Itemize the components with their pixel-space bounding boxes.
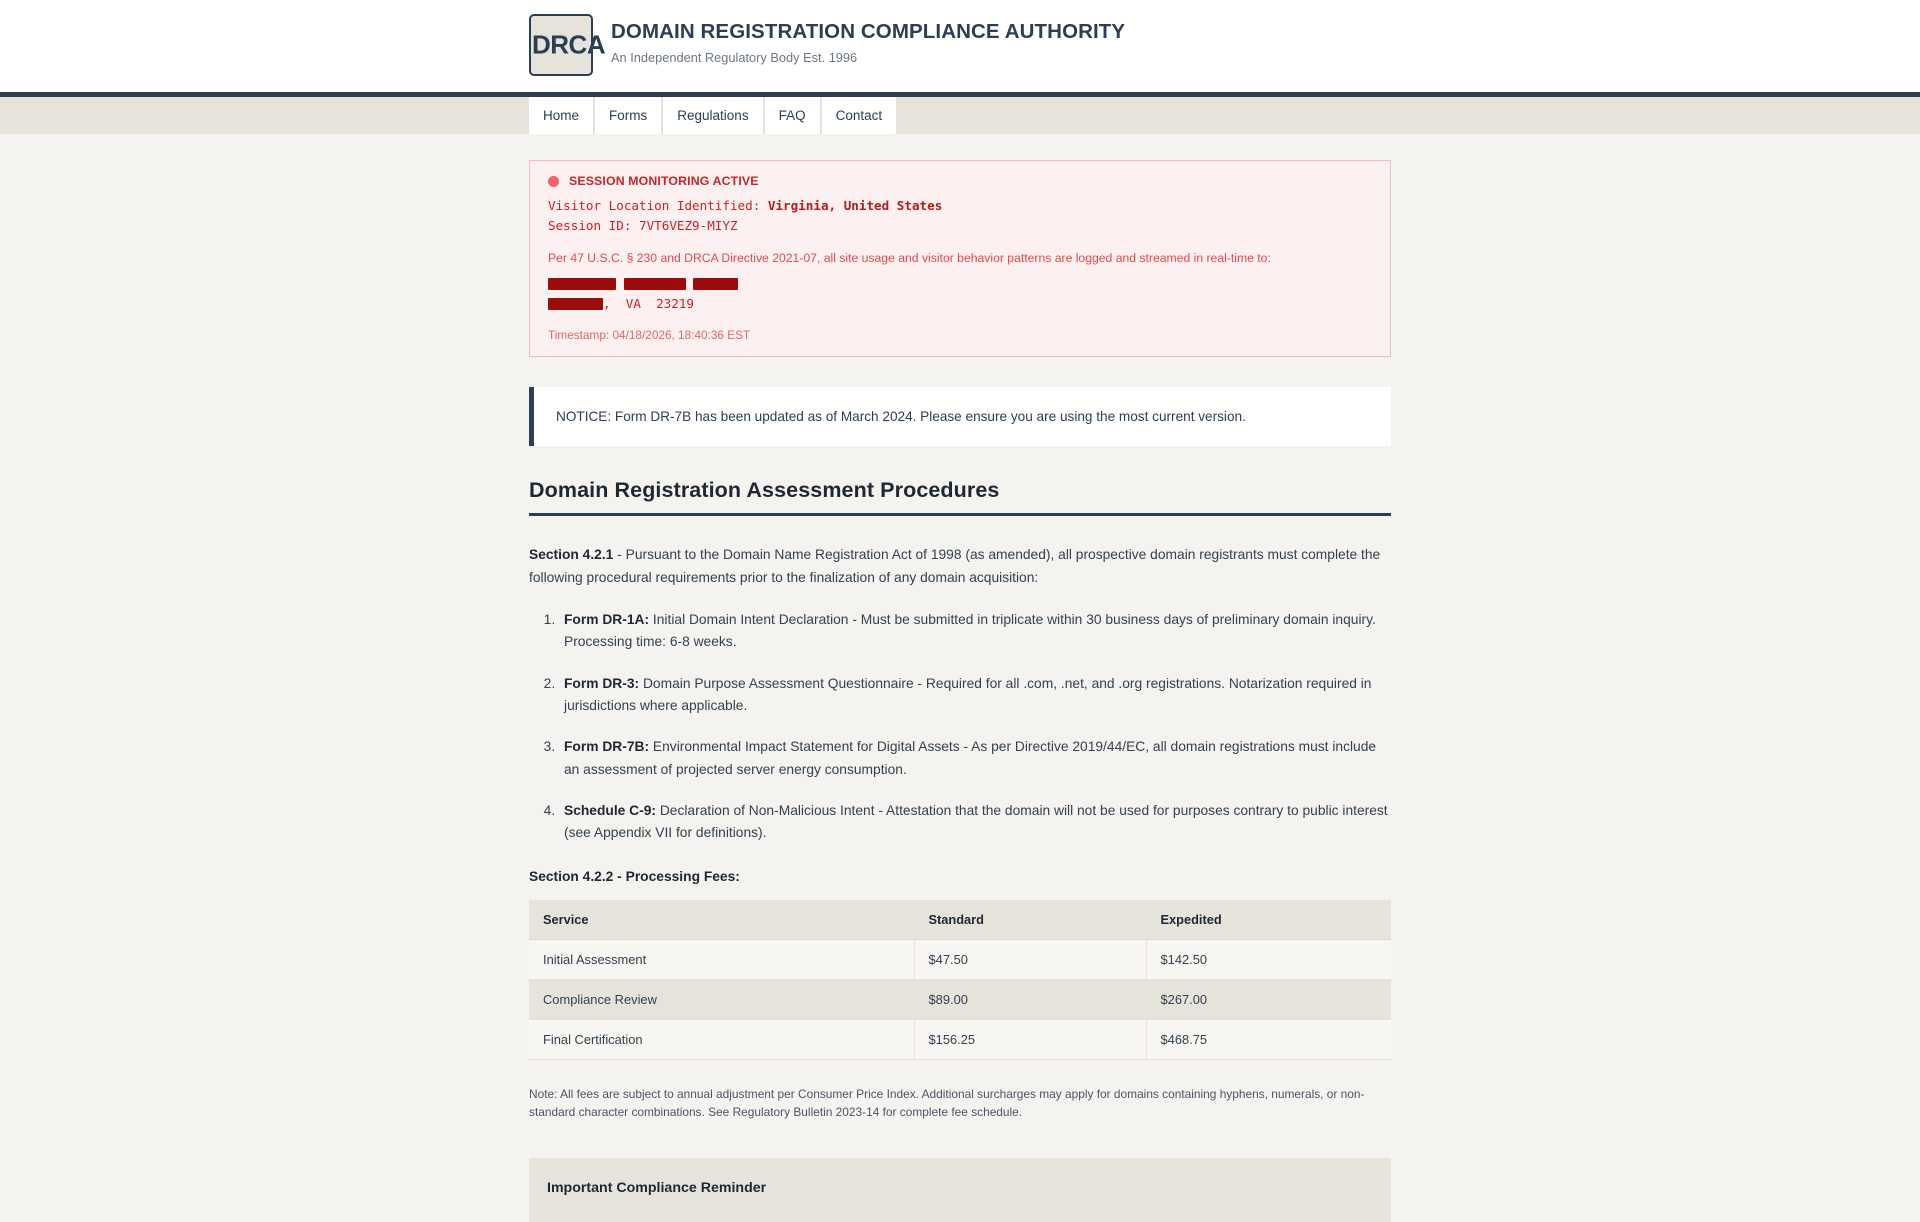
- list-item: [559, 736, 1391, 781]
- procedure-desc: Initial Domain Intent Declaration - Must be submitted in triplicate within 30 business days of preliminary domain inquiry. Processing time: 6-8 weeks.: [564, 611, 1376, 650]
- main-content: [529, 134, 1391, 1222]
- redacted-block: [693, 278, 738, 290]
- recording-dot-icon: [548, 176, 559, 187]
- visitor-location-label: Visitor Location Identified:: [548, 198, 768, 213]
- cell-standard: $89.00: [914, 979, 1146, 1019]
- procedure-desc: Declaration of Non-Malicious Intent - Attestation that the domain will not be used for purposes contrary to public interest (see Appendix VII for definitions).: [564, 803, 1388, 841]
- page-title-rule: [529, 513, 1391, 516]
- cell-expedited: $267.00: [1146, 979, 1391, 1019]
- procedure-term: Form DR-3:: [564, 675, 640, 691]
- section-421-label: Section 4.2.1: [529, 547, 614, 563]
- notice-text: NOTICE: Form DR-7B has been updated as of March 2024. Please ensure you are using the most current version.: [556, 409, 1246, 425]
- table-row: [529, 979, 1391, 1019]
- organization-name: DOMAIN REGISTRATION COMPLIANCE AUTHORITY: [611, 20, 1126, 43]
- redacted-address-line-1: [548, 273, 1372, 293]
- list-item: [559, 673, 1391, 718]
- session-id-line: Session ID: 7VT6VEZ9-MIYZ: [548, 218, 738, 234]
- processing-fees-table: [529, 900, 1391, 1060]
- nav-tab-faq[interactable]: FAQ: [765, 97, 820, 134]
- redacted-block: [624, 278, 686, 290]
- table-header-row: [529, 900, 1391, 940]
- compliance-reminder-box: [529, 1158, 1391, 1222]
- fee-table-head: [529, 900, 1391, 940]
- main-navigation: [0, 97, 1920, 134]
- session-alert-title: SESSION MONITORING ACTIVE: [569, 174, 759, 188]
- redacted-address-line-2: [548, 294, 1372, 314]
- session-timestamp: Timestamp: 04/18/2026, 18:40:36 EST: [548, 328, 751, 343]
- section-421-paragraph: [529, 544, 1391, 589]
- nav-tab-contact[interactable]: Contact: [822, 97, 897, 134]
- address-suffix: , VA 23219: [603, 295, 694, 311]
- section-421-text: - Pursuant to the Domain Name Registration Act of 1998 (as amended), all prospective domain registrants must complete the following procedural requirements prior to the finalization of any domain acquisition:: [529, 547, 1381, 585]
- table-row: [529, 1019, 1391, 1059]
- column-header-expedited: Expedited: [1146, 900, 1391, 940]
- cell-service: Initial Assessment: [529, 939, 914, 979]
- session-legal-text: Per 47 U.S.C. § 230 and DRCA Directive 2021-07, all site usage and visitor behavior patterns are logged and streamed in real-time to:: [548, 250, 1271, 265]
- section-422-heading: Section 4.2.2 - Processing Fees:: [529, 868, 740, 884]
- cell-service: Final Certification: [529, 1019, 914, 1059]
- procedure-term: Form DR-1A:: [564, 611, 650, 627]
- logo-text: DRCA: [532, 29, 606, 60]
- notice-banner: [529, 387, 1391, 446]
- redacted-block: [548, 298, 603, 310]
- list-item: [559, 800, 1391, 845]
- page-title: Domain Registration Assessment Procedures: [529, 478, 1000, 503]
- nav-tab-home[interactable]: Home: [529, 97, 593, 134]
- procedure-desc: Environmental Impact Statement for Digital Assets - As per Directive 2019/44/EC, all domain registrations must include an assessment of projected server energy consumption.: [564, 739, 1377, 777]
- session-monitoring-alert: [529, 160, 1391, 357]
- procedure-desc: Domain Purpose Assessment Questionnaire - Required for all .com, .net, and .org registrations. Notarization required in jurisdictions where applicable.: [564, 675, 1372, 713]
- redacted-block: [548, 278, 616, 290]
- cell-expedited: $142.50: [1146, 939, 1391, 979]
- nav-inner: [529, 97, 1391, 134]
- procedure-term: Form DR-7B:: [564, 739, 650, 755]
- cell-service: Compliance Review: [529, 979, 914, 1019]
- organization-tagline: An Independent Regulatory Body Est. 1996: [611, 49, 858, 65]
- drca-logo: [529, 14, 606, 76]
- column-header-service: Service: [529, 900, 914, 940]
- fee-table-body: [529, 939, 1391, 1059]
- procedure-term: Schedule C-9:: [564, 803, 656, 819]
- session-alert-header: [548, 174, 1372, 188]
- nav-tab-forms[interactable]: Forms: [595, 97, 661, 134]
- procedures-list: [529, 609, 1391, 845]
- table-row: [529, 939, 1391, 979]
- cell-standard: $156.25: [914, 1019, 1146, 1059]
- visitor-location-value: Virginia, United States: [767, 198, 943, 213]
- compliance-reminder-title: Important Compliance Reminder: [547, 1179, 767, 1196]
- cell-standard: $47.50: [914, 939, 1146, 979]
- site-header: [0, 0, 1920, 92]
- column-header-standard: Standard: [914, 900, 1146, 940]
- header-inner: [529, 14, 1391, 76]
- header-titles: [611, 14, 1125, 65]
- fee-schedule-note: Note: All fees are subject to annual adjustment per Consumer Price Index. Additional surcharges may apply for domains containing hyphens, numerals, or non-standard character combinations. See Regulatory Bulletin 2023-14 for complete fee schedule.: [529, 1086, 1365, 1120]
- cell-expedited: $468.75: [1146, 1019, 1391, 1059]
- nav-tab-regulations[interactable]: Regulations: [663, 97, 762, 134]
- visitor-location-line: [548, 196, 1372, 216]
- list-item: [559, 609, 1391, 654]
